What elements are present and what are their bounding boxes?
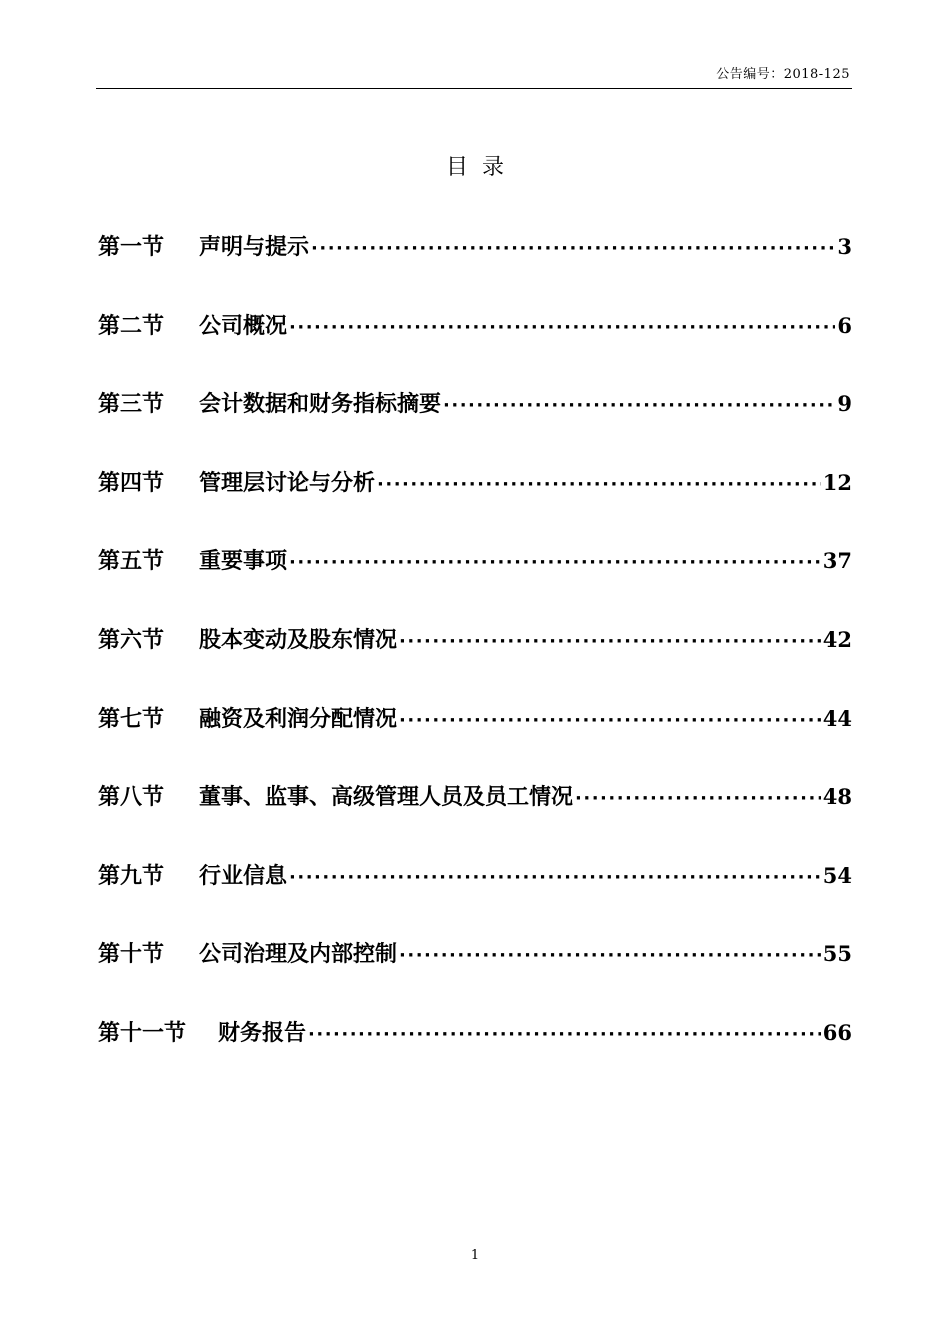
toc-leader-dots — [399, 625, 821, 659]
toc-section-label: 第十节 — [98, 942, 165, 968]
toc-list — [98, 230, 852, 1095]
toc-leader-dots — [308, 1018, 821, 1052]
toc-section-title: 融资及利润分配情况 — [199, 706, 398, 732]
toc-section-title: 声明与提示 — [199, 235, 310, 260]
toc-section-label: 第十一节 — [98, 1020, 187, 1046]
toc-entry-7[interactable] — [98, 702, 852, 781]
toc-section-label: 第七节 — [98, 706, 165, 732]
toc-leader-dots — [399, 939, 821, 973]
toc-page-number: 55 — [822, 941, 852, 967]
toc-section-label: 第二节 — [98, 313, 165, 339]
toc-leader-dots — [377, 468, 821, 502]
toc-leader-dots — [289, 546, 821, 580]
toc-section-label: 第四节 — [98, 470, 165, 496]
toc-section-title: 公司概况 — [199, 313, 288, 339]
toc-section-title: 会计数据和财务指标摘要 — [199, 392, 442, 418]
toc-entry-4[interactable] — [98, 466, 852, 545]
toc-entry-6[interactable] — [98, 623, 852, 702]
toc-entry-3[interactable] — [98, 387, 852, 466]
header-divider — [96, 88, 852, 89]
toc-entry-1[interactable] — [98, 230, 852, 309]
toc-leader-dots — [575, 782, 821, 816]
toc-section-label: 第一节 — [98, 235, 165, 260]
toc-section-label: 第六节 — [98, 627, 165, 653]
toc-section-title: 董事、监事、高级管理人员及员工情况 — [199, 785, 574, 811]
toc-leader-dots — [289, 861, 821, 895]
toc-section-title: 管理层讨论与分析 — [199, 470, 376, 496]
toc-section-title: 重要事项 — [199, 549, 288, 575]
toc-page-number: 12 — [822, 469, 852, 495]
toc-page-number: 66 — [822, 1019, 852, 1045]
page-number: 1 — [470, 1248, 480, 1263]
toc-section-label: 第五节 — [98, 549, 165, 575]
toc-section-title: 股本变动及股东情况 — [199, 627, 398, 653]
toc-entry-5[interactable] — [98, 544, 852, 623]
toc-page-number: 44 — [822, 705, 852, 731]
toc-page-number: 54 — [822, 862, 852, 888]
toc-entry-10[interactable] — [98, 937, 852, 1016]
toc-page-number: 37 — [822, 548, 852, 574]
toc-page-number: 48 — [822, 784, 852, 810]
toc-section-title: 财务报告 — [218, 1020, 307, 1046]
toc-entry-2[interactable] — [98, 309, 852, 388]
toc-page-number: 9 — [837, 391, 852, 417]
toc-entry-9[interactable] — [98, 859, 852, 938]
toc-section-label: 第九节 — [98, 863, 165, 889]
toc-page-number: 3 — [837, 234, 852, 259]
toc-section-label: 第三节 — [98, 392, 165, 418]
toc-page-number: 42 — [822, 626, 852, 652]
toc-entry-11[interactable] — [98, 1016, 852, 1095]
announcement-number: 公告编号：2018-125 — [716, 67, 850, 82]
toc-leader-dots — [311, 232, 835, 266]
toc-leader-dots — [443, 389, 835, 423]
toc-section-title: 行业信息 — [199, 863, 288, 889]
toc-page-number: 6 — [837, 312, 852, 338]
toc-entry-8[interactable] — [98, 780, 852, 859]
toc-leader-dots — [399, 704, 821, 738]
toc-leader-dots — [289, 311, 835, 345]
toc-section-title: 公司治理及内部控制 — [199, 942, 398, 968]
toc-title: 目录 — [445, 155, 518, 180]
toc-section-label: 第八节 — [98, 785, 165, 811]
